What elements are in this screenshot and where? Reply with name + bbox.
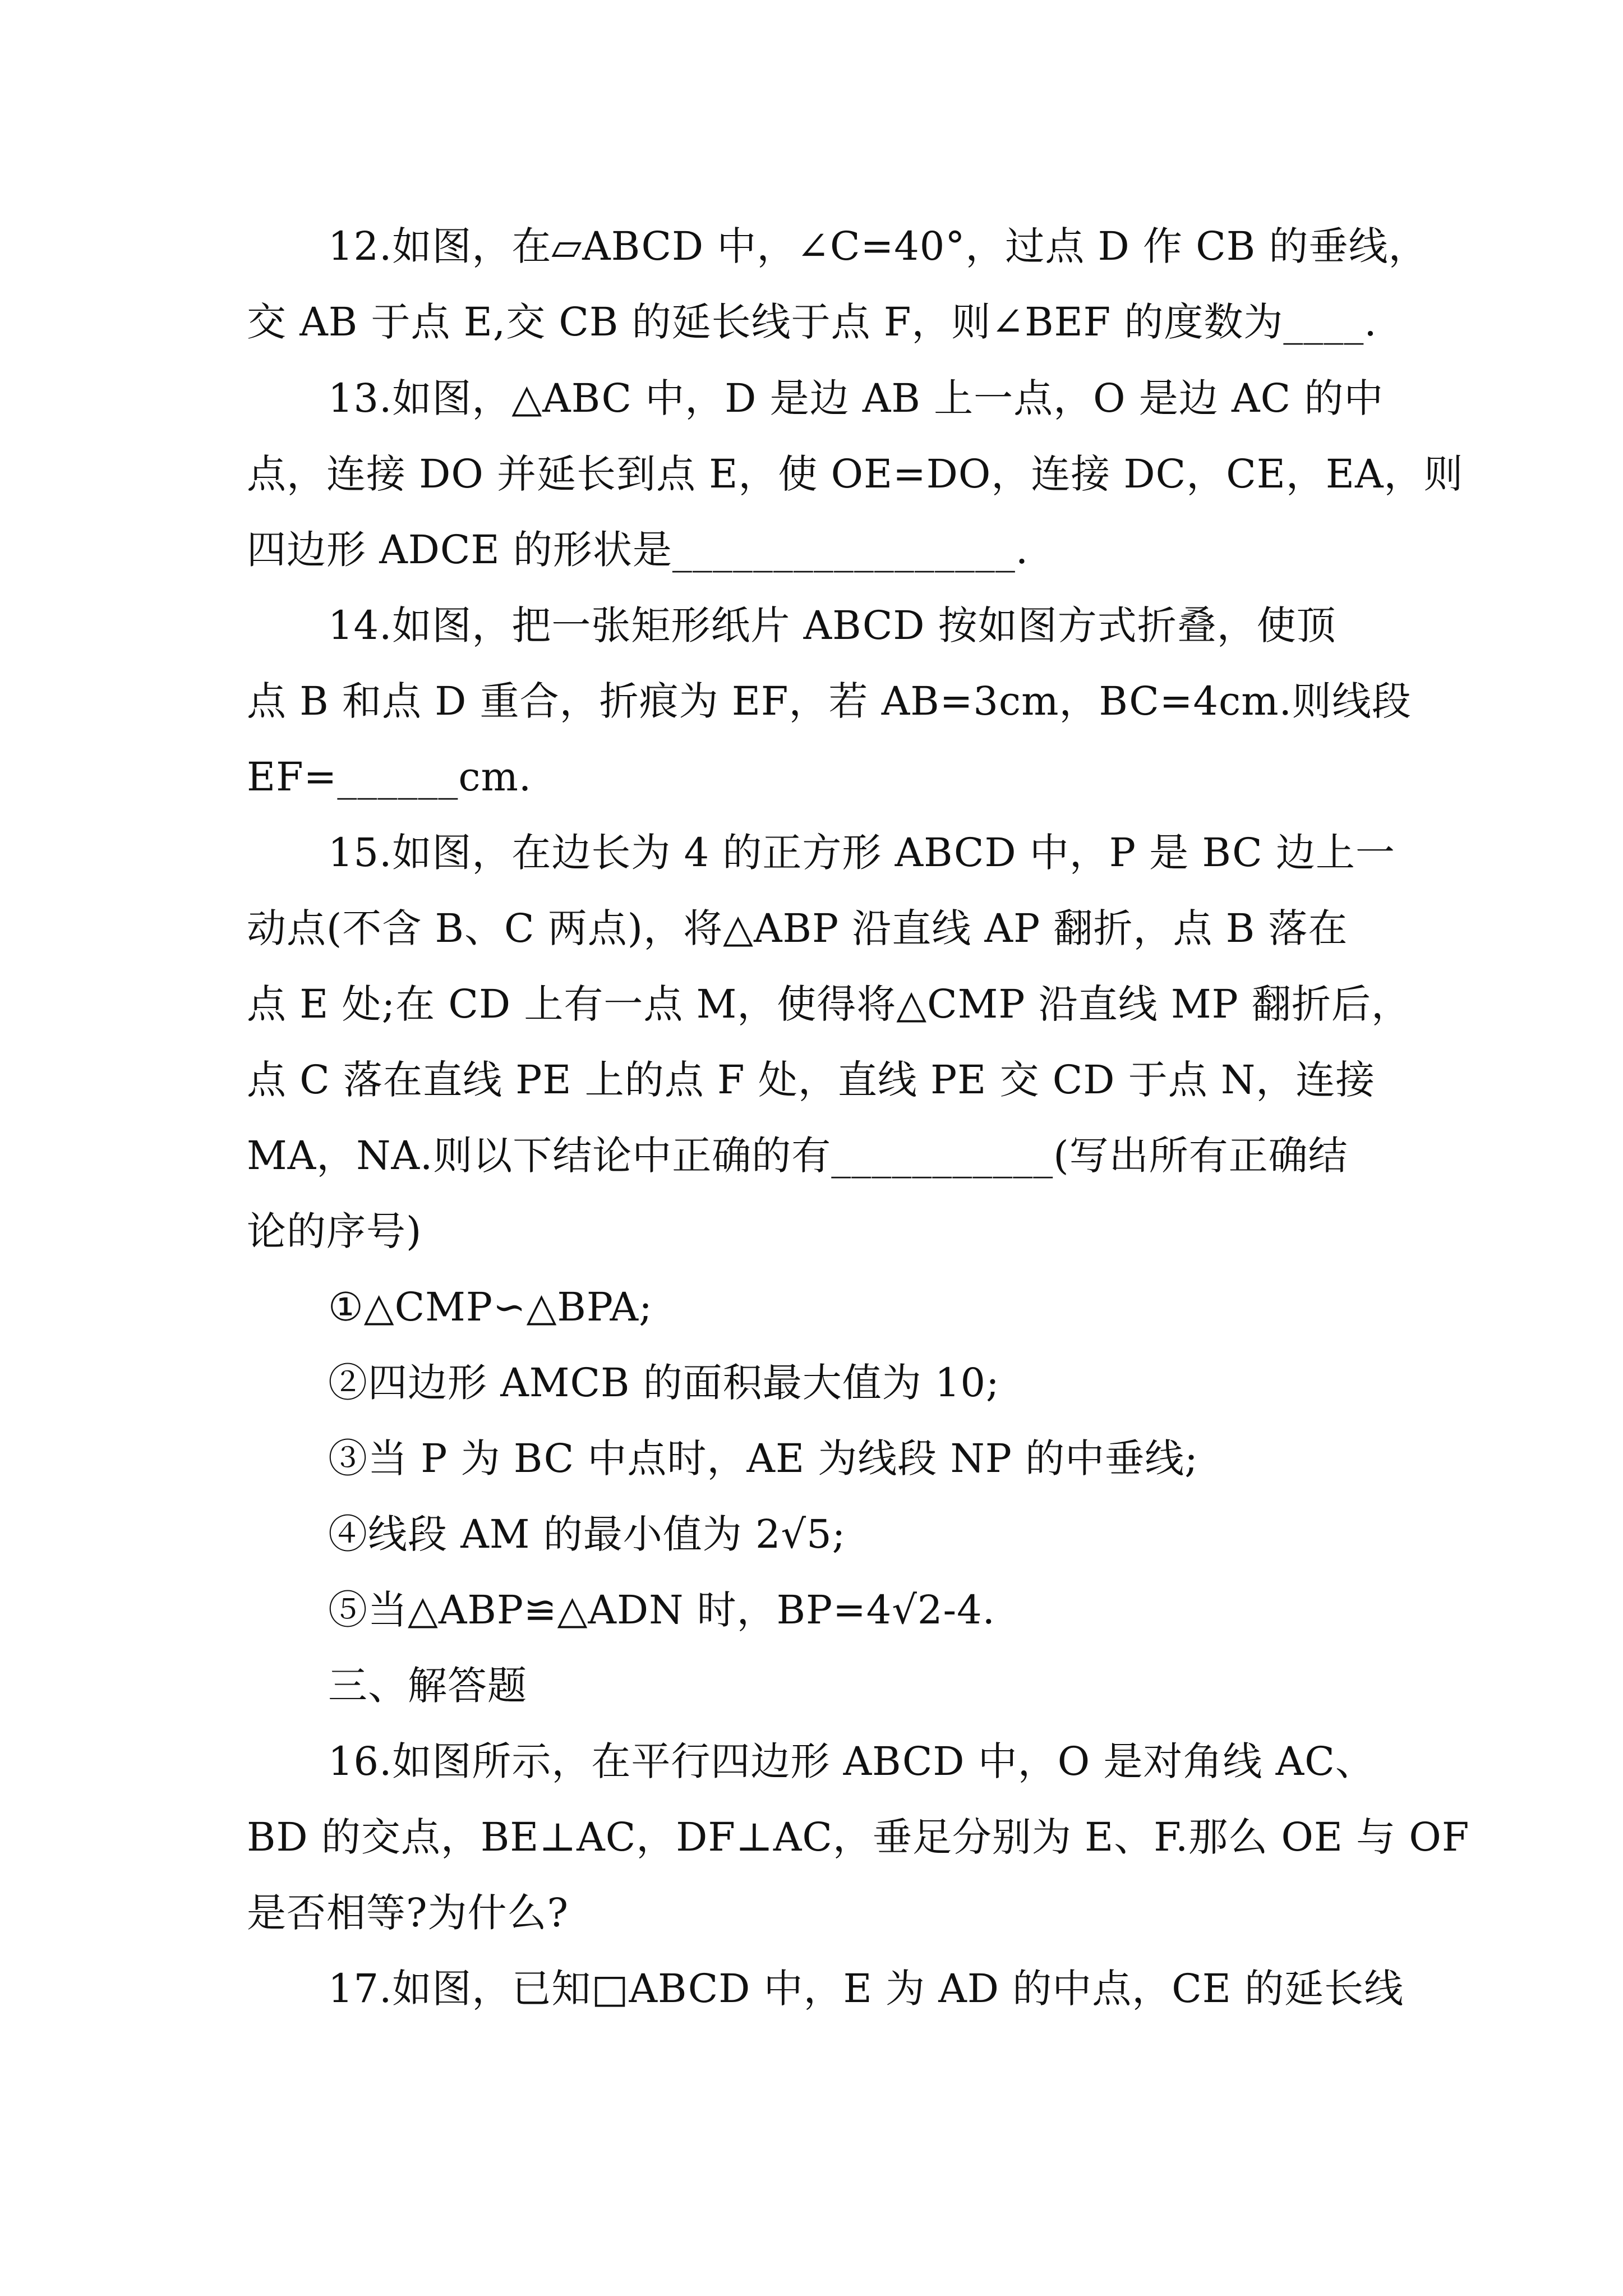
q14-line-2: 点 B 和点 D 重合，折痕为 EF，若 AB=3cm，BC=4cm.则线段	[247, 678, 1412, 724]
q16-line-1: 16.如图所示，在平行四边形 ABCD 中，O 是对角线 AC、	[328, 1738, 1375, 1784]
q15-conclusion-2: ②四边形 AMCB 的面积最大值为 10;	[328, 1360, 1000, 1406]
q15-line-2: 动点(不含 B、C 两点)，将△ABP 沿直线 AP 翻折，点 B 落在	[247, 905, 1348, 951]
q13-line-3: 四边形 ADCE 的形状是_________________.	[247, 527, 1029, 573]
q15-line-6: 论的序号)	[247, 1208, 422, 1254]
q16-line-3: 是否相等?为什么?	[247, 1890, 569, 1936]
q13-line-2: 点，连接 DO 并延长到点 E，使 OE=DO，连接 DC，CE，EA，则	[247, 451, 1464, 497]
q16-line-2: BD 的交点，BE⊥AC，DF⊥AC，垂足分别为 E、F.那么 OE 与 OF	[247, 1814, 1470, 1860]
q15-line-1: 15.如图，在边长为 4 的正方形 ABCD 中，P 是 BC 边上一	[328, 830, 1395, 876]
q17-line-1: 17.如图，已知□ABCD 中，E 为 AD 的中点，CE 的延长线	[328, 1966, 1404, 2012]
q12-line-2: 交 AB 于点 E,交 CB 的延长线于点 F，则∠BEF 的度数为____.	[247, 299, 1377, 345]
q15-line-4: 点 C 落在直线 PE 上的点 F 处，直线 PE 交 CD 于点 N，连接	[247, 1057, 1376, 1103]
q15-conclusion-1: ①△CMP∽△BPA;	[328, 1284, 653, 1330]
q12-line-1: 12.如图，在▱ABCD 中，∠C=40°，过点 D 作 CB 的垂线，	[328, 223, 1428, 269]
q15-line-3: 点 E 处;在 CD 上有一点 M，使得将△CMP 沿直线 MP 翻折后，	[247, 981, 1411, 1027]
q14-line-3: EF=______cm.	[247, 754, 532, 800]
q14-line-1: 14.如图，把一张矩形纸片 ABCD 按如图方式折叠，使顶	[328, 602, 1336, 648]
section-heading: 三、解答题	[328, 1663, 527, 1709]
q13-line-1: 13.如图，△ABC 中，D 是边 AB 上一点，O 是边 AC 的中	[328, 375, 1384, 421]
q15-conclusion-5: ⑤当△ABP≌△ADN 时，BP=4√2-4.	[328, 1587, 995, 1633]
q15-line-5: MA，NA.则以下结论中正确的有___________(写出所有正确结	[247, 1133, 1348, 1179]
q15-conclusion-3: ③当 P 为 BC 中点时，AE 为线段 NP 的中垂线;	[328, 1435, 1198, 1481]
q15-conclusion-4: ④线段 AM 的最小值为 2√5;	[328, 1511, 846, 1557]
